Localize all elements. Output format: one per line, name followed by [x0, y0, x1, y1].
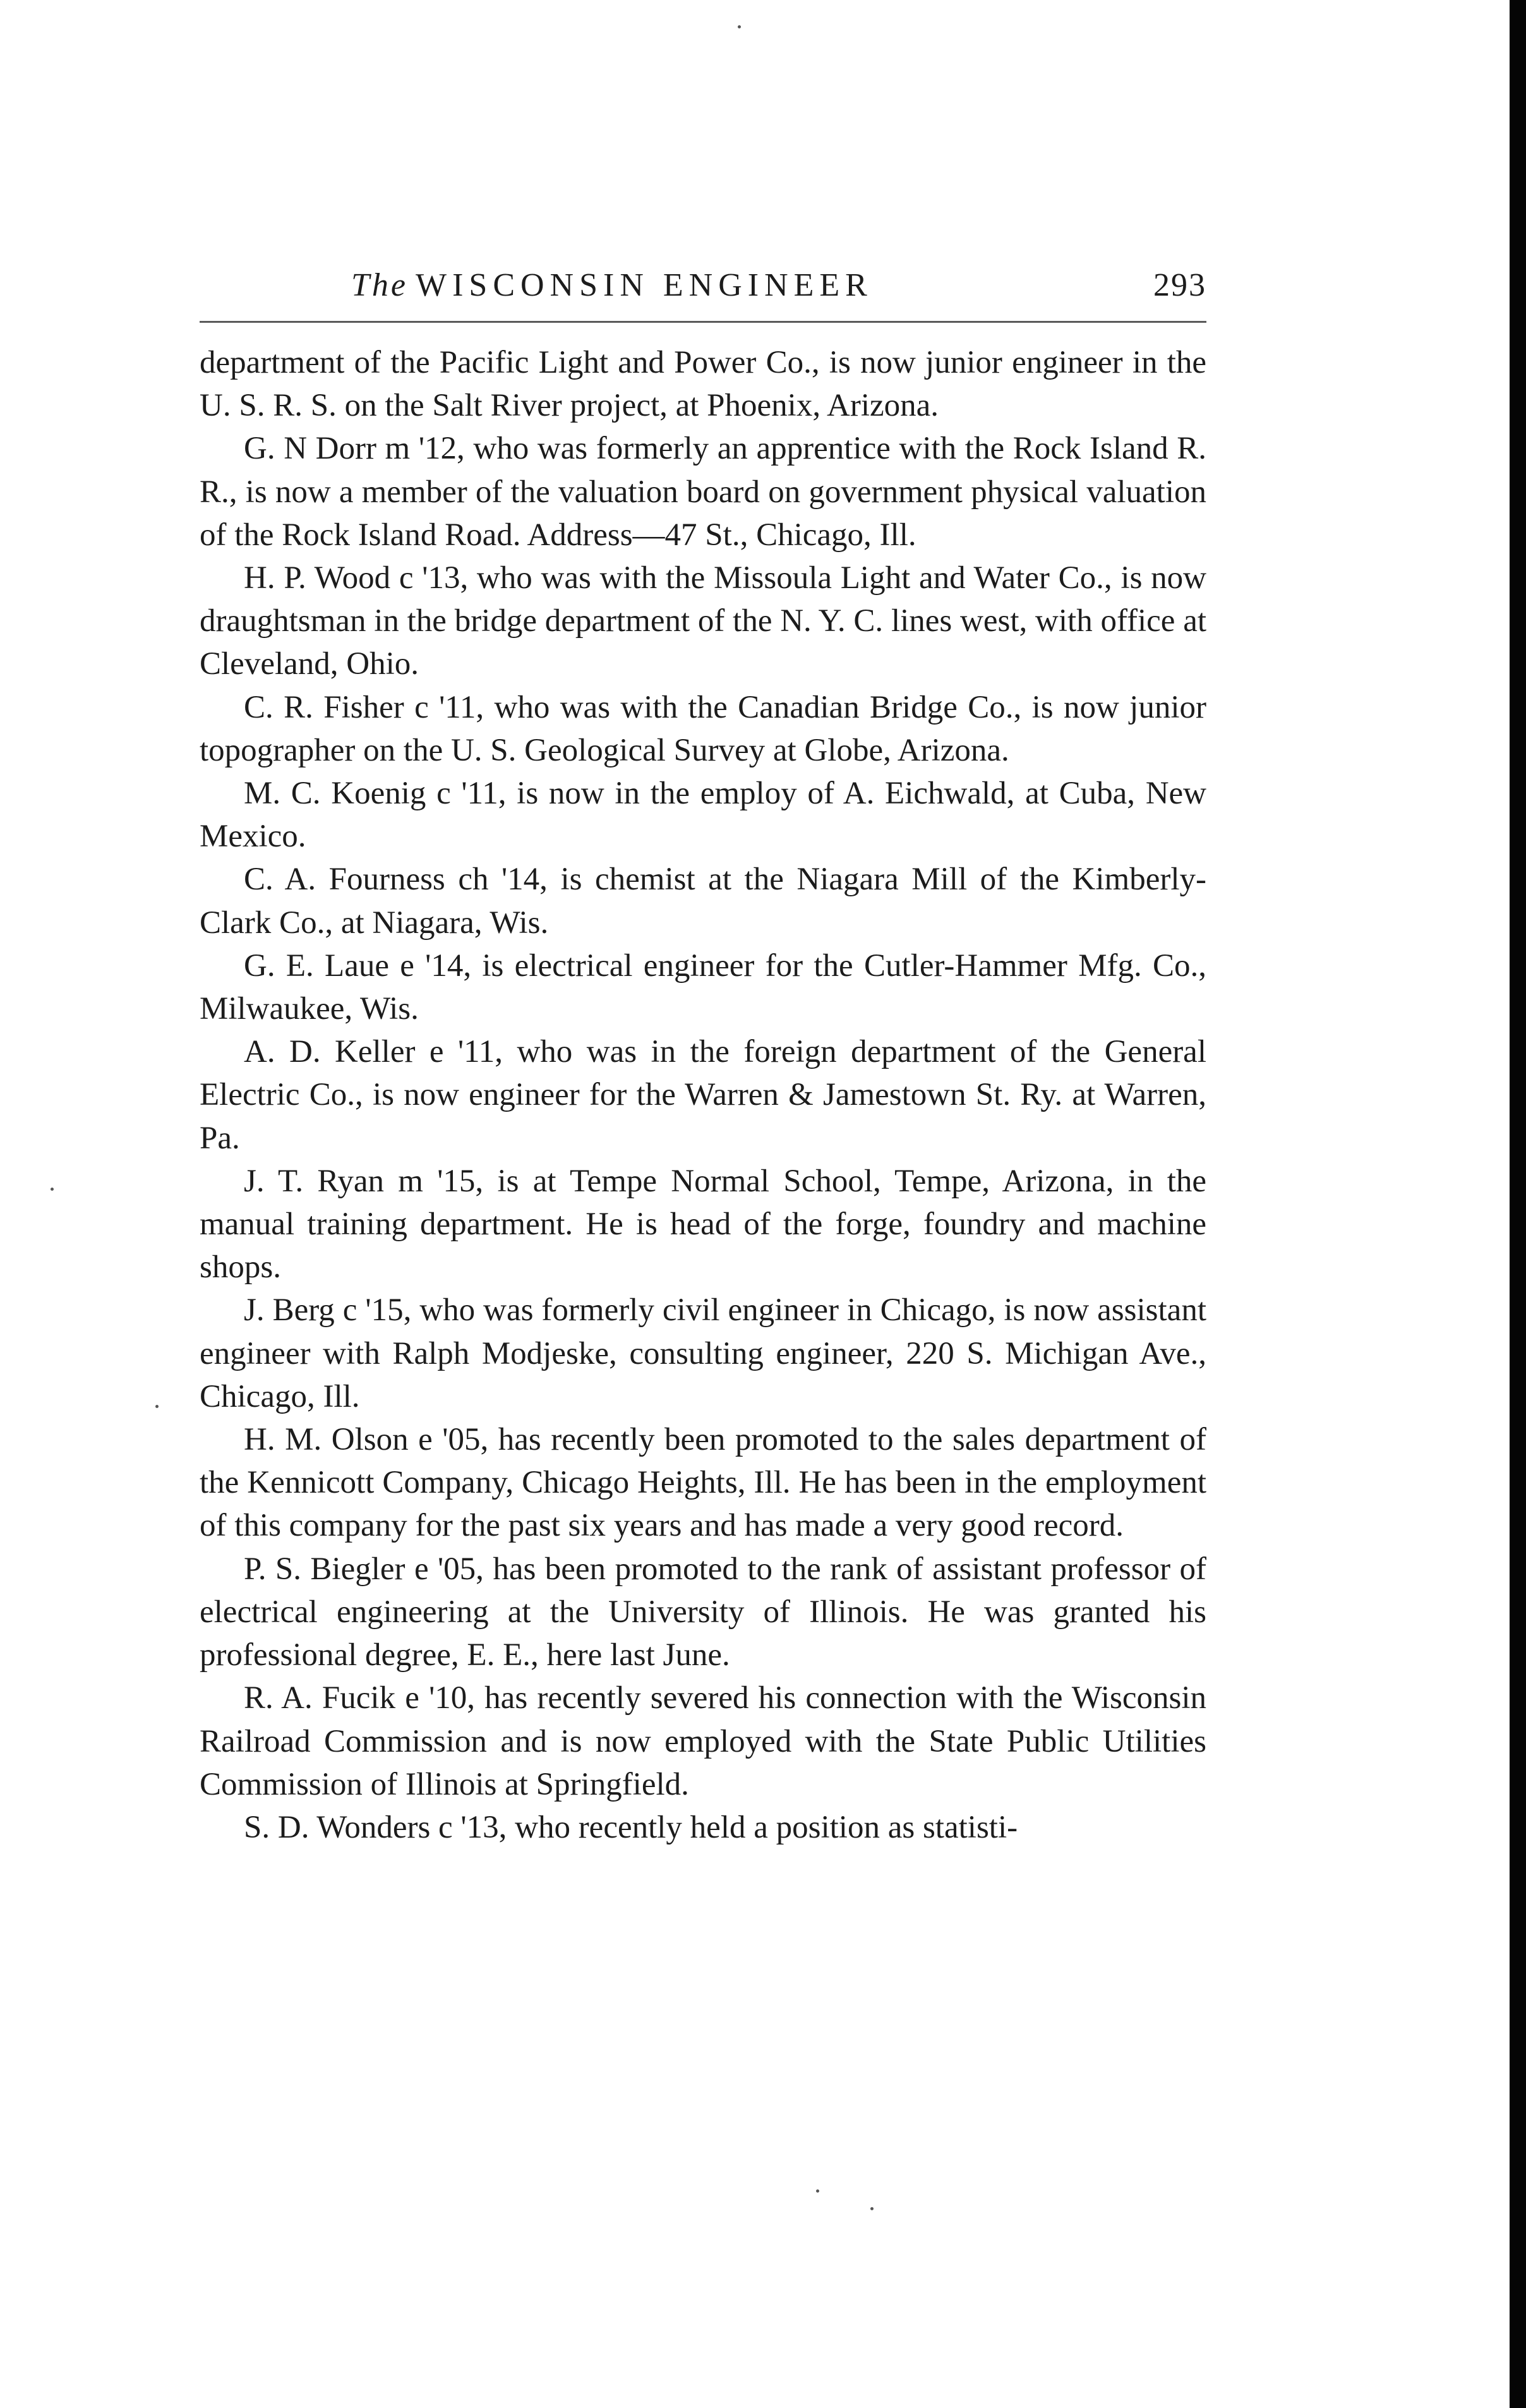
paragraph-ryan: J. T. Ryan m '15, is at Tempe Normal School, Tempe, Arizona, in the manual training department. He is head of the forge, foundry and machine shops.	[200, 1163, 1206, 1285]
paragraph-wonders: S. D. Wonders c '13, who recently held a position as statisti-	[244, 1809, 1018, 1845]
header-rule	[200, 321, 1206, 323]
running-header	[200, 260, 1206, 311]
scan-speck	[870, 2207, 874, 2210]
scan-speck	[816, 2189, 819, 2193]
scan-speck	[155, 1405, 159, 1408]
paragraph-berg: J. Berg c '15, who was formerly civil engineer in Chicago, is now assistant engineer with Ralph Modjeske, consulting engineer, 220 S. Michigan Ave., Chicago, Ill.	[200, 1292, 1206, 1414]
paragraph-fourness: C. A. Fourness ch '14, is chemist at the Niagara Mill of the Kimberly-Clark Co., at Niagara, Wis.	[200, 862, 1206, 941]
article-body	[200, 341, 1206, 1849]
scan-speck	[51, 1188, 54, 1191]
paragraph-biegler: P. S. Biegler e '05, has been promoted to the rank of assistant professor of electrical engineering at the University of Illinois. He was granted his professional degree, E. E., here last June.	[200, 1551, 1206, 1673]
paragraph-fucik: R. A. Fucik e '10, has recently severed his connection with the Wisconsin Railroad Commission and is now employed with the State Public Utilities Commission of Illinois at Springfield.	[200, 1680, 1206, 1802]
paragraph-olson: H. M. Olson e '05, has recently been promoted to the sales department of the Kennicott Company, Chicago Heights, Ill. He has been in the employment of this company for the past six years and has made a very good record.	[200, 1422, 1206, 1544]
journal-title-prefix: The	[351, 267, 408, 303]
paragraph-dorr: G. N Dorr m '12, who was formerly an apprentice with the Rock Island R. R., is now a member of the valuation board on government physical valuation of the Rock Island Road. Address—47 St., Chicago, Ill.	[200, 431, 1206, 553]
paragraph-fisher: C. R. Fisher c '11, who was with the Canadian Bridge Co., is now junior topographer on the U. S. Geological Survey at Globe, Arizona.	[200, 689, 1206, 768]
journal-title	[351, 267, 873, 304]
scan-border	[1510, 0, 1526, 2408]
journal-title-name: WISCONSIN ENGINEER	[416, 267, 873, 303]
paragraph-wood: H. P. Wood c '13, who was with the Missoula Light and Water Co., is now draughtsman in the bridge department of the N. Y. C. lines west, with office at Cleveland, Ohio.	[200, 560, 1206, 682]
paragraph-keller: A. D. Keller e '11, who was in the foreign department of the General Electric Co., is now engineer for the Warren & Jamestown St. Ry. at Warren, Pa.	[200, 1034, 1206, 1156]
paragraph-continued: department of the Pacific Light and Power Co., is now junior engineer in the U. S. R. S. on the Salt River project, at Phoenix, Arizona.	[200, 345, 1206, 424]
paragraph-koenig: M. C. Koenig c '11, is now in the employ of A. Eichwald, at Cuba, New Mexico.	[200, 776, 1206, 855]
scan-speck	[738, 25, 741, 28]
page-number: 293	[1153, 267, 1206, 303]
paragraph-laue: G. E. Laue e '14, is electrical engineer for the Cutler-Hammer Mfg. Co., Milwaukee, Wis.	[200, 948, 1206, 1027]
